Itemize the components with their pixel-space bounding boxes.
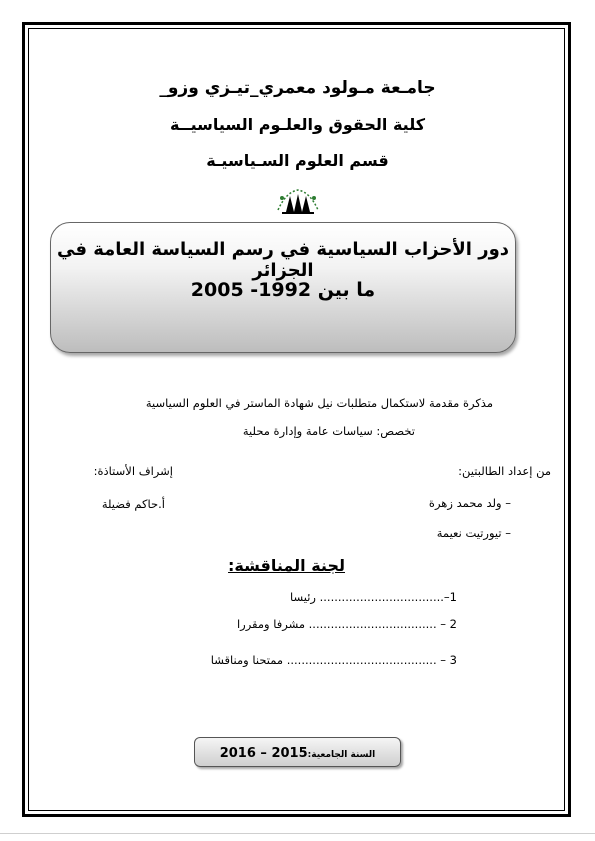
jury-member-2 <box>237 617 457 631</box>
academic-year-label: السنة الجامعية: <box>307 750 376 760</box>
thesis-title-line1: دور الأحزاب السياسية في رسم السياسة العامة في الجزائر <box>56 239 510 281</box>
jury-number: 1– <box>443 590 457 604</box>
jury-role: مشرفا ومقررا <box>236 617 305 631</box>
jury-dots: .................................. <box>319 590 444 604</box>
page-bottom-rule <box>0 833 595 834</box>
student-name-1: – ولد محمد زهرة <box>428 496 511 510</box>
jury-role: ممتحنا ومناقشا <box>210 653 284 667</box>
supervisor-label: إشراف الأستاذة: <box>93 464 173 478</box>
academic-year-value: 2015 – 2016 <box>219 746 308 761</box>
supervisor-name: أ.حاكم فضيلة <box>101 497 165 511</box>
inner-border <box>28 28 565 811</box>
jury-number: 3 – <box>440 653 457 667</box>
thesis-title-line2: ما بين 1992- 2005 <box>190 279 376 301</box>
department-name: قسم العلوم السـياسيـة <box>206 151 389 170</box>
memo-description: مذكرة مقدمة لاستكمال متطلبات نيل شهادة الماستر في العلوم السياسية <box>145 396 493 410</box>
jury-role: رئيسا <box>289 590 316 604</box>
jury-member-1 <box>290 590 457 604</box>
thesis-title-box <box>50 222 516 353</box>
specialization: تخصص: سياسات عامة وإدارة محلية <box>242 424 415 438</box>
jury-number: 2 – <box>440 617 457 631</box>
students-label: من إعداد الطالبتين: <box>458 464 551 478</box>
university-logo-icon <box>274 186 322 216</box>
jury-dots: ......................................... <box>286 653 437 667</box>
academic-year-box <box>194 737 401 767</box>
jury-member-3 <box>211 653 457 667</box>
student-name-2: – تيورتيت نعيمة <box>436 526 511 540</box>
jury-title: لجنة المناقشة: <box>228 556 345 575</box>
jury-dots: ................................... <box>308 617 437 631</box>
faculty-name: كلية الحقوق والعلـوم السياسيــة <box>169 115 426 134</box>
university-name: جامـعة مـولود معمري_تيـزي وزو_ <box>159 78 436 98</box>
